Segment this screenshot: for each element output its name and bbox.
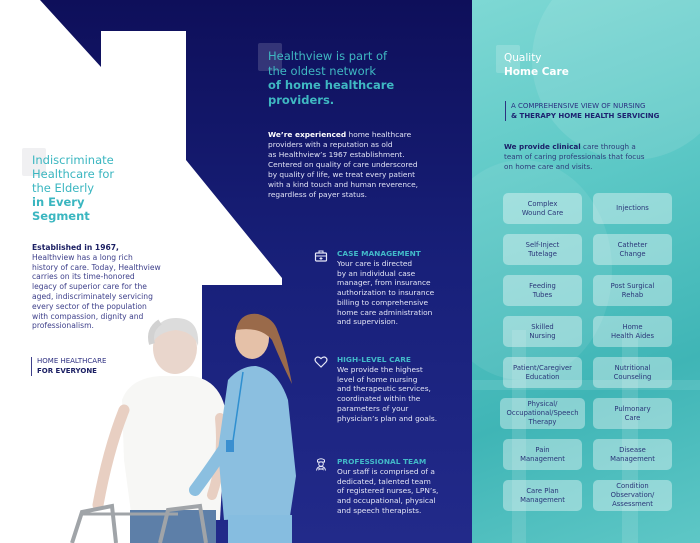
middle-body-text: We’re experienced home healthcare providers with a reputation as old as Healthview’s 1967 establishment. Centered on quality of care underscored by quality of life, we treat every patient with a kind touch and human reverence, regardless of payer status. xyxy=(268,130,418,199)
service-tile: Patient/Caregiver Education xyxy=(503,357,582,388)
service-tile: Home Health Aides xyxy=(593,316,672,347)
left-body-text: Established in 1967, Healthview has a long rich history of care. Today, Healthview carries on its time-honored legacy of superior care for the aged, indiscriminately servicing every sector of the population with compassion, dignity and professionalism. xyxy=(32,243,161,331)
service-tile: Self-Inject Tutelage xyxy=(503,234,582,265)
decor-shape xyxy=(532,0,700,160)
right-heading: Quality Home Care xyxy=(504,52,569,78)
service-tile: Condition Observation/ Assessment xyxy=(593,480,672,511)
service-tile: Disease Management xyxy=(593,439,672,470)
service-tile: Pain Management xyxy=(503,439,582,470)
service-tile: Post Surgical Rehab xyxy=(593,275,672,306)
service-tile: Physical/ Occupational/Speech Therapy xyxy=(500,398,585,429)
service-tile: Pulmonary Care xyxy=(593,398,672,429)
briefcase-medical-icon xyxy=(314,249,328,263)
service-tile: Nutritional Counseling xyxy=(593,357,672,388)
heart-icon xyxy=(314,355,328,369)
service-tile: Complex Wound Care xyxy=(503,193,582,224)
service-tile: Catheter Change xyxy=(593,234,672,265)
nurse-team-icon xyxy=(314,457,328,471)
nurse-and-elderly-woman-photo xyxy=(60,300,310,543)
service-tile: Feeding Tubes xyxy=(503,275,582,306)
left-heading: Indiscriminate Healthcare for the Elderly in Every Segment xyxy=(32,153,115,223)
left-tagline: HOME HEALTHCARE FOR EVERYONE xyxy=(31,357,106,376)
brochure-page: Indiscriminate Healthcare for the Elderly in Every Segment Established in 1967, Healthview has a long rich history of care. Today, Healthview carries on its time-honored legacy of superior care for the aged, indiscriminately servicing every sector of the population with compassion, dignity and professionalism. HOME HEALTHCARE FOR EVERYONE Healthview is part of the oldest network of home healthcare providers. We’re experienced home healthcare providers with a reputation as old as Healthview’s 1967 establishment. Centered on quality of care underscored by quality of life, we treat every patient with a kind touch and human reverence, regardless of payer status. CASE MANAGEMENT Your care is directed by an individual case manager, from insurance authorization to insurance billing to comprehensive home care administration and supervision. HIGH-LEVEL CARE We provide the highest level of home nursing and therapeutic services, coordinated within the parameters of your physician’s plan and goals. PROFESSIONAL TEAM Our staff is comprised of a dedicated, talented team of registered nurses, LPN’s, and occupational, physical and speech therapists. Quality Home Care A COMPREHENSIVE VIEW OF NURSING & THERAPY HOME HEALTH SERVICING We provide clinical care through a team of caring professionals that focus on home care and visits. Complex Wound Care Injections Self-Inject Tutelage Catheter Change Feeding Tubes Post Surgical Rehab Skilled Nursing Home Health Aides Patient/Caregiver Education Nutritional Counseling Physical/ Occupational/Speech Therapy Pulmonary Care Pain Management Disease Management Care Plan Management Condition Observation/ Assessment xyxy=(0,0,700,543)
service-tile: Skilled Nursing xyxy=(503,316,582,347)
right-body-text: We provide clinical care through a team of caring professionals that focus on home care and visits. xyxy=(504,142,645,171)
service-tile: Injections xyxy=(593,193,672,224)
service-tile: Care Plan Management xyxy=(503,480,582,511)
middle-heading: Healthview is part of the oldest network of home healthcare providers. xyxy=(268,49,395,107)
right-tagline: A COMPREHENSIVE VIEW OF NURSING & THERAPY HOME HEALTH SERVICING xyxy=(505,101,659,121)
